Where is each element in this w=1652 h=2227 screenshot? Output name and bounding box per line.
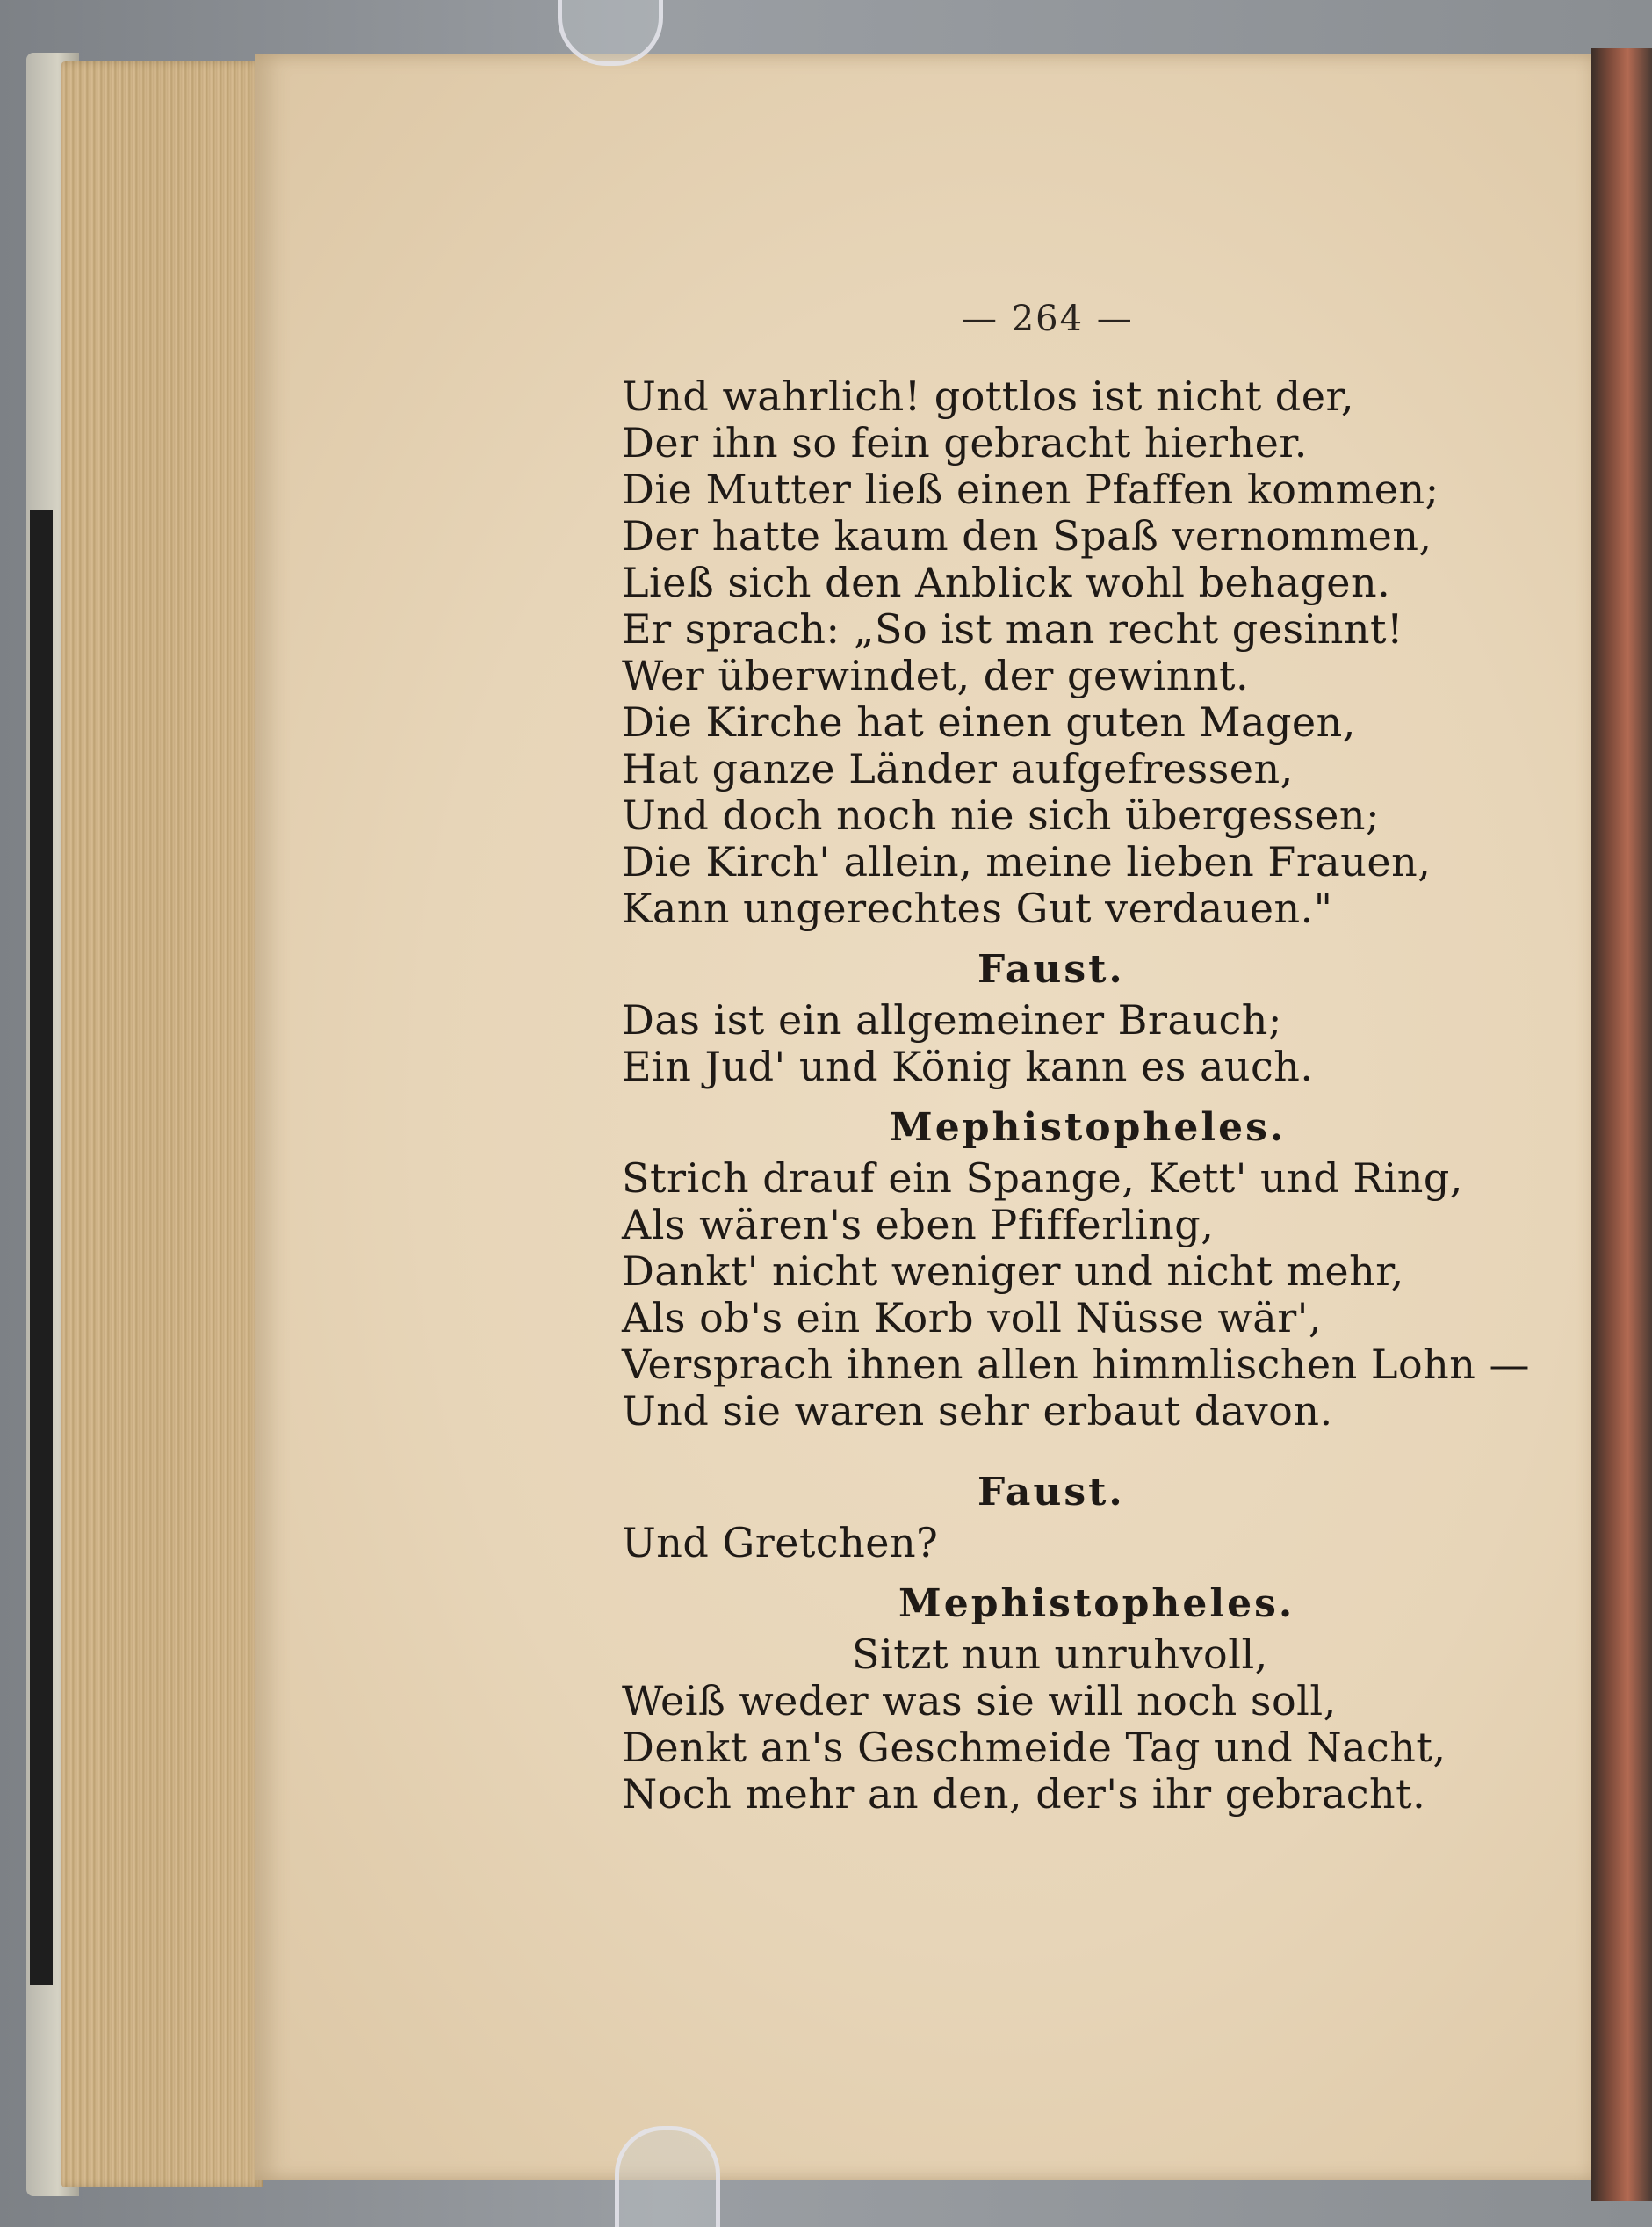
- verse-line: Als wären's eben Pfifferling,: [622, 1201, 1215, 1248]
- speaker-name: Faust.: [977, 1470, 1125, 1515]
- verse-line: Und doch noch nie sich übergessen;: [622, 792, 1380, 839]
- page-clip-bottom: [615, 2126, 720, 2227]
- verse-line: Und wahrlich! gottlos ist nicht der,: [622, 372, 1355, 420]
- verse-line: Weiß weder was sie will noch soll,: [622, 1677, 1337, 1724]
- verse-line: Kann ungerechtes Gut verdauen.": [622, 885, 1333, 932]
- verse-line: Der ihn so fein gebracht hierher.: [622, 419, 1308, 466]
- verse-line: Strich drauf ein Spange, Kett' und Ring,: [622, 1154, 1463, 1202]
- verse-line: Hat ganze Länder aufgefressen,: [622, 745, 1294, 792]
- verse-line: Die Mutter ließ einen Pfaffen kommen;: [622, 466, 1439, 513]
- verse-line: Und Gretchen?: [622, 1519, 939, 1566]
- book-spine: [30, 510, 53, 1985]
- verse-line: Das ist ein allgemeiner Brauch;: [622, 996, 1282, 1044]
- verse-line: Wer überwindet, der gewinnt.: [622, 652, 1250, 699]
- speaker-name: Mephistopheles.: [898, 1581, 1295, 1626]
- verse-line: Ließ sich den Anblick wohl behagen.: [622, 559, 1391, 606]
- verse-line: Er sprach: „So ist man recht gesinnt!: [622, 605, 1403, 653]
- verse-line: Sitzt nun unruhvoll,: [852, 1630, 1268, 1678]
- speaker-name: Faust.: [977, 947, 1125, 992]
- verse-line: Der hatte kaum den Spaß vernommen,: [622, 512, 1432, 560]
- verse-line: Die Kirche hat einen guten Magen,: [622, 698, 1356, 746]
- page-number: — 264 —: [962, 299, 1134, 339]
- verse-line: Dankt' nicht weniger und nicht mehr,: [622, 1247, 1404, 1295]
- verse-line: Versprach ihnen allen himmlischen Lohn —: [622, 1341, 1531, 1388]
- verse-line: Ein Jud' und König kann es auch.: [622, 1043, 1314, 1090]
- page-edges: [61, 61, 263, 2187]
- verse-line: Die Kirch' allein, meine lieben Frauen,: [622, 838, 1432, 886]
- verse-line: Denkt an's Geschmeide Tag und Nacht,: [622, 1724, 1446, 1771]
- verse-line: Als ob's ein Korb voll Nüsse wär',: [622, 1294, 1322, 1341]
- verse-line: Noch mehr an den, der's ihr gebracht.: [622, 1770, 1426, 1818]
- book-cover-right: [1591, 48, 1652, 2201]
- verse-line: Und sie waren sehr erbaut davon.: [622, 1387, 1333, 1435]
- speaker-name: Mephistopheles.: [890, 1105, 1287, 1150]
